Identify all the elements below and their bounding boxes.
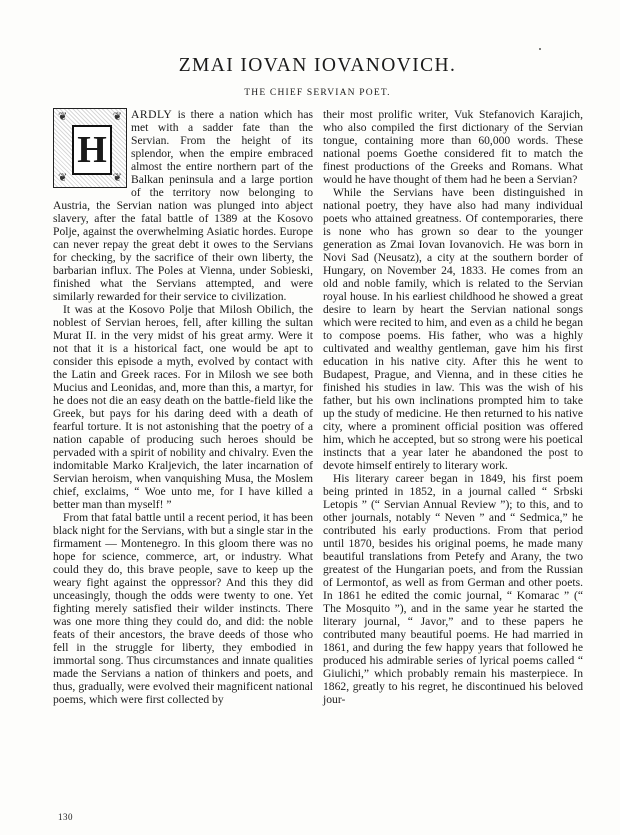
page-speck xyxy=(539,48,541,50)
left-column xyxy=(53,108,313,706)
paragraph-3: From that fatal battle until a recent period, it has been black night for the Servians, with but a single star in the firmament — Montenegro. In this gloom there was no hope for science, commerce, art, or industry. What could they do, this brave people, save to keep up the weary fight against the oppressor? And this they did unceasingly, though the odds were twenty to one. Yet fighting merely satisfied their wilder instincts. There was one more thing they could do, and did: the noble feats of their ancestors, the brave deeds of those who fell in the struggle for liberty, they embodied in immortal song. Thus circumstances and innate qualities made the Servians a nation of thinkers and poets, and thus, gradually, were evolved their magnificent national poems, which were first collected by xyxy=(53,511,313,706)
paragraph-4: their most prolific writer, Vuk Stefanovich Karajich, who also compiled the first dictionary of the Servian tongue, containing more than 60,000 words. These national poems Goethe considered fit to match the finest productions of the Greeks and Romans. What would he have thought of them had he been a Servian? xyxy=(323,108,583,186)
page xyxy=(53,0,582,835)
paragraph-1 xyxy=(53,108,313,303)
ornament-icon: ❦ xyxy=(58,111,68,123)
paragraph-5: While the Servians have been distinguished in national poetry, they have also had many individual poets who attained greatness. Of contemporaries, there is none who has grown so dear to the younger generation as Zmai Iovan Iovanovich. He was born in Novi Sad (Neusatz), a city at the southern border of Hungary, on November 24, 1833. He comes from an old and noble family, which is related to the Servian royal house. In his earliest childhood he showed a great desire to learn by heart the Servian national songs which were recited to him, and even as a child he began to compose poems. His father, who was a highly cultivated and wealthy gentleman, gave him his first education in his native city. After this he went to Budapest, Prague, and Vienna, and in these cities he finished his studies in law. This was the wish of his father, but his own inclinations prompted him to take up the study of medicine. He then returned to his native city, where a prominent official position was offered him, which he accepted, but so strong were his poetical instincts that a year later he abandoned the post to devote himself entirely to literary work. xyxy=(323,186,583,472)
paragraph-2: It was at the Kosovo Polje that Milosh Obilich, the noblest of Servian heroes, fell, after killing the sultan Murat II. in the very midst of his great army. Were it not that it is a historical fact, one would be apt to consider this episode a myth, evolved by contact with the Latin and Greek races. For in Milosh we see both Mucius and Leonidas, and, more than this, a martyr, for he does not die an easy death on the battle-field like the Greek, but pays for his daring deed with a death of fearful torture. It is not astonishing that the poetry of a nation capable of producing such heroes should be pervaded with a spirit of nobility and chivalry. Even the indomitable Marko Kraljevich, the later incarnation of Servian heroism, when vanquishing Musa, the Moslem chief, exclaims, “ Woe unto me, for I have killed a better man than myself! ” xyxy=(53,303,313,511)
ornamental-dropcap xyxy=(53,108,127,188)
dropcap-frame xyxy=(72,125,112,175)
paragraph-text: is there a nation which has met with a sadder fate than the Servian. From the height of its splendor, when the empire embraced almost the entire northern part of the Balkan peninsula and a large portion of the territory now belonging to Austria, the Servian nation was plunged into abject slavery, after the fatal battle of 1389 at the Kosovo Polje, against the overwhelming Asiatic hordes. Europe can never repay the great debt it owes to the Servians for checking, by the sacrifice of their own liberty, the barbarian influx. The Poles at Vienna, under Sobieski, finished what the Servians attempted, and were similarly rewarded for their service to civilization. xyxy=(53,108,313,303)
ornament-icon: ❦ xyxy=(58,172,68,184)
paragraph-6: His literary career began in 1849, his first poem being printed in 1852, in a journal called “ Srbski Letopis ” (“ Servian Annual Review ”); to this, and to other journals, notably “ Neven ” and “ Sedmica,” he contributed his early productions. From that period until 1870, besides his original poems, he made many beautiful translations from Petefy and Arany, the two greatest of the Hungarian poets, and from the Russian of Lermontof, as well as from German and other poets. In 1861 he edited the comic journal, “ Komarac ” (“ The Mosquito ”), and in the same year he started the literary journal, “ Javor,” and to these papers he contributed many beautiful poems. He had married in 1861, and during the few happy years that followed he produced his admirable series of lyrical poems called “ Giulichi,” which probably remain his masterpiece. In 1862, greatly to his regret, he discontinued his beloved jour- xyxy=(323,472,583,706)
right-column xyxy=(323,108,583,706)
lead-small-caps: ARDLY xyxy=(131,108,173,121)
page-number: 130 xyxy=(58,812,73,822)
article-title: ZMAI IOVAN IOVANOVICH. xyxy=(178,55,457,76)
ornament-icon: ❦ xyxy=(112,111,122,123)
article-subtitle: THE CHIEF SERVIAN POET. xyxy=(244,88,391,98)
ornament-icon: ❦ xyxy=(112,172,122,184)
dropcap-letter: H xyxy=(77,129,107,171)
